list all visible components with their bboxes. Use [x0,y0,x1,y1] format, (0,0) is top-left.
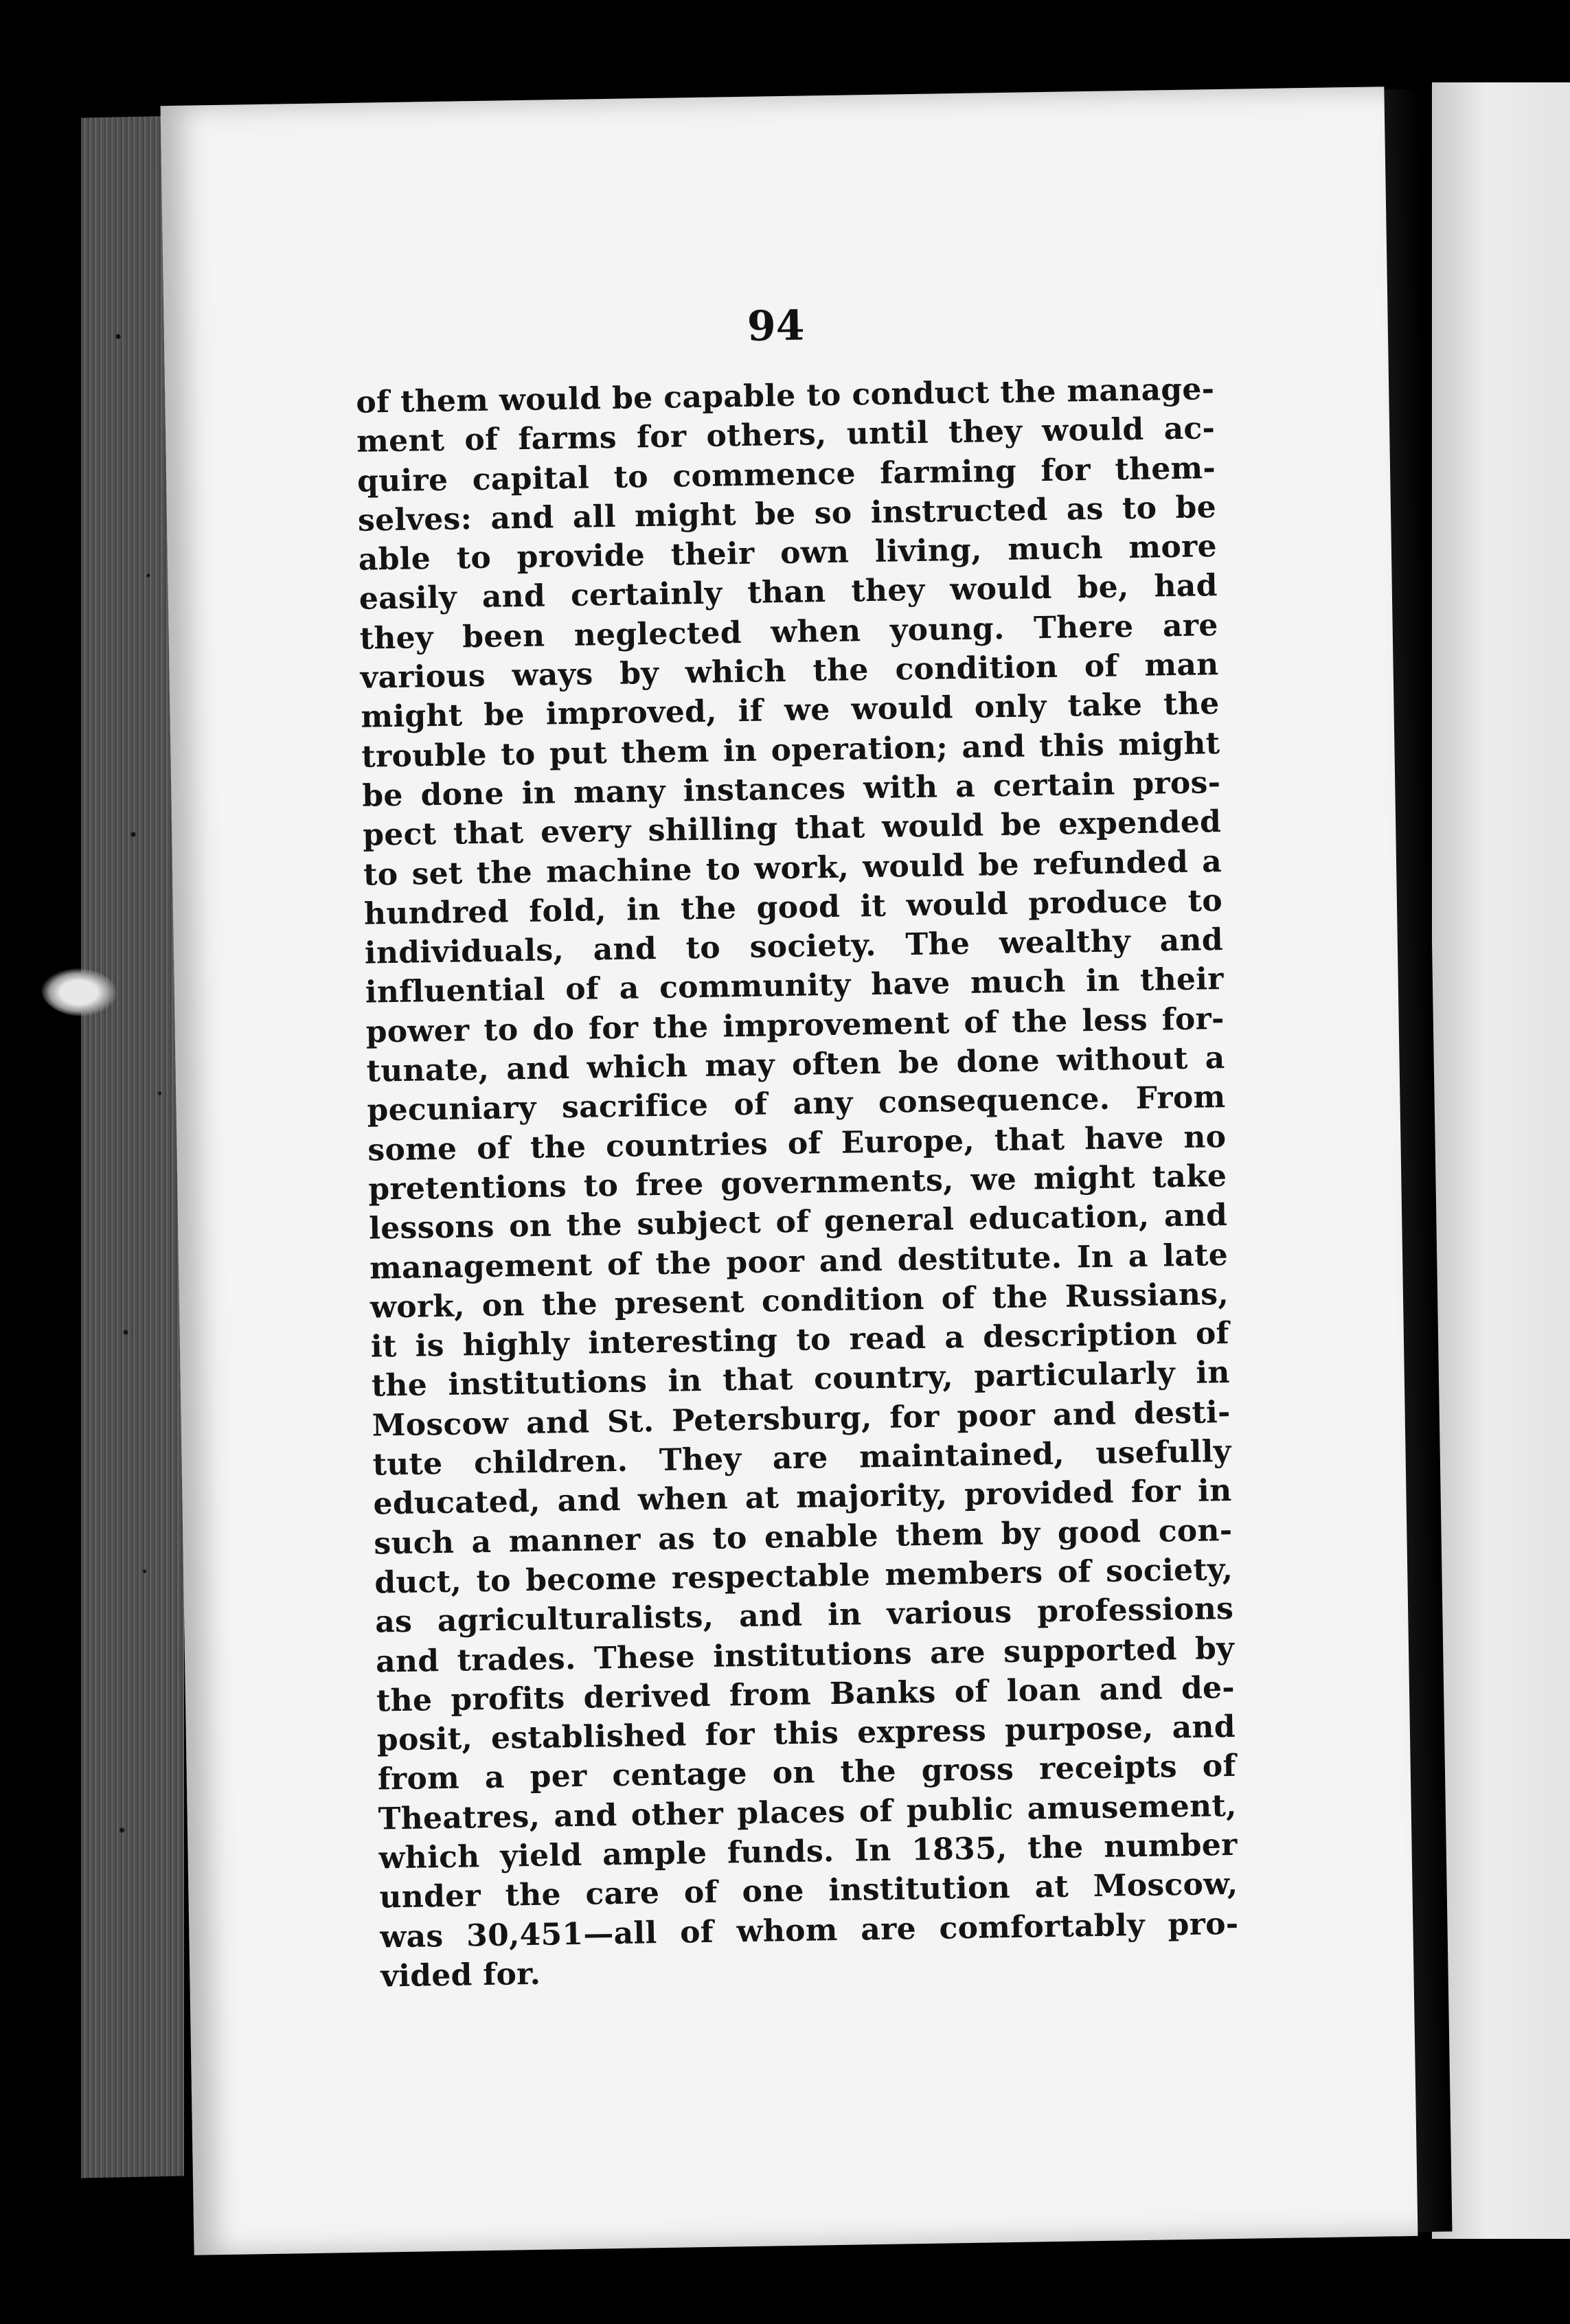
text-line: tunate, and which may often be done without a [366,1040,1225,1089]
text-line: quire capital to commence farming for them- [356,450,1216,499]
text-line: influential of a community have much in their [365,961,1225,1011]
text-line: Moscow and St. Petersburg, for poor and desti- [372,1394,1231,1444]
text-line: and trades. These institutions are supported by [375,1630,1235,1680]
text-line: such a manner as to enable them by good con- [374,1512,1233,1562]
text-line: able to provide their own living, much more [358,529,1218,578]
text-line: individuals, and to society. The wealthy and [364,922,1224,971]
text-line: posit, established for this express purpose, and [376,1709,1236,1758]
text-line: as agriculturalists, and in various professions [374,1591,1234,1640]
text-line: hundred fold, in the good it would produce to [363,882,1223,932]
text-line: from a per centage on the gross receipts of [377,1748,1237,1797]
text-line: it is highly interesting to read a description of [370,1316,1230,1365]
paper-blemish [41,968,117,1016]
text-line: selves: and all might be so instructed as to be [357,490,1217,538]
text-line: they been neglected when young. There are [359,607,1218,657]
text-line: easily and certainly than they would be, had [359,568,1218,617]
text-line: under the care of one institution at Moscow, [379,1867,1238,1915]
text-line: was 30,451—all of whom are comfortably pro- [380,1906,1239,1955]
text-line: be done in many instances with a certain pros- [361,765,1221,814]
page-number: 94 [747,301,805,351]
text-line: some of the countries of Europe, that have no [367,1119,1227,1168]
text-line: power to do for the improvement of the less for- [365,1001,1225,1050]
body-paragraph [356,369,1240,1996]
text-line: the institutions in that country, particularly in [371,1355,1231,1404]
text-line: vided for. [380,1956,541,1994]
text-line: the profits derived from Banks of loan and de- [376,1670,1236,1719]
text-line: of them would be capable to conduct the manage- [355,372,1215,420]
next-page-edge [1432,82,1570,2239]
text-line: pect that every shilling that would be expended [362,804,1222,853]
text-line: Theatres, and other places of public amusement, [378,1788,1237,1837]
text-line: to set the machine to work, would be refunded a [363,843,1222,893]
text-line: trouble to put them in operation; and this might [361,725,1220,775]
text-line: might be improved, if we would only take the [361,686,1220,736]
text-line: work, on the present condition of the Russians, [369,1276,1229,1325]
text-line: tute children. They are maintained, usefully [372,1433,1231,1483]
text-line: lessons on the subject of general education, and [368,1198,1228,1246]
text-line: educated, and when at majority, provided for in [373,1473,1232,1522]
text-line: various ways by which the condition of man [360,647,1219,696]
text-line: ment of farms for others, until they would ac- [356,411,1216,460]
book-page [161,87,1418,2255]
text-line: pretentions to free governments, we might take [367,1158,1227,1207]
text-line: management of the poor and destitute. In a late [369,1237,1229,1286]
text-line: duct, to become respectable members of society, [374,1551,1233,1601]
text-line: pecuniary sacrifice of any consequence. From [367,1080,1226,1128]
text-line: which yield ample funds. In 1835, the number [378,1827,1238,1876]
